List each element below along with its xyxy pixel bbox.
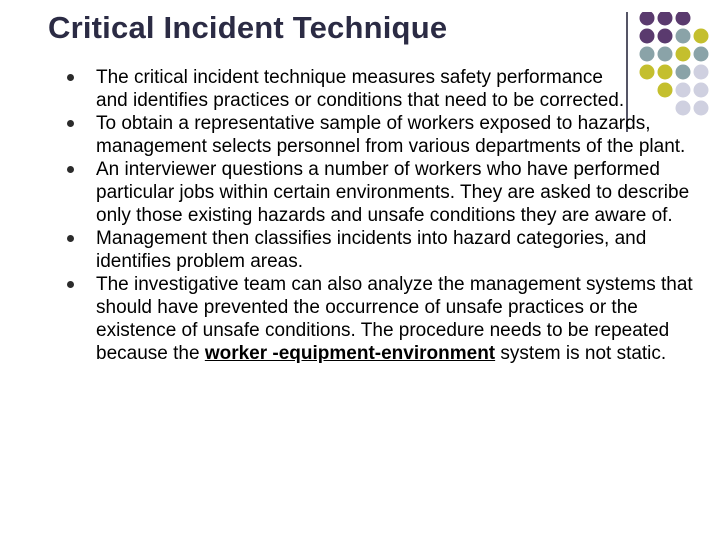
decorative-dot [658,47,673,62]
bullet-icon [67,74,74,81]
decorative-dot [658,29,673,44]
bullet-item [64,112,696,158]
bullet-icon [67,235,74,242]
decorative-dot [676,12,691,26]
decorative-dot [640,29,655,44]
bullet-item [64,273,696,365]
bullet-text: The investigative team can also analyze the management systems that should have prevented the occurrence of unsafe practices or the existence of unsafe conditions. The procedure needs to be repeated because the [96,274,693,364]
decorative-dot [676,65,691,80]
decorative-dot [640,47,655,62]
decorative-dot [640,12,655,26]
bullet-text: An interviewer questions a number of workers who have performed particular jobs within certain environments. They are asked to describe only those existing hazards and unsafe conditions they are aware of. [96,159,690,226]
decorative-dot [694,47,709,62]
decorative-dot [676,29,691,44]
bullet-icon [67,120,74,127]
decorative-dot [676,83,691,98]
bullet-text: The critical incident technique measures safety performance and identifies practices or conditions that need to be corrected. [96,67,625,111]
bullet-item [64,158,696,227]
slide-title: Critical Incident Technique [48,10,448,45]
bullet-text: To obtain a representative sample of workers exposed to hazards, management selects personnel from various departments of the plant. [96,113,686,157]
bullet-text: Management then classifies incidents into hazard categories, and identifies problem areas. [96,228,647,272]
bullet-item [64,66,626,112]
bullet-icon [67,166,74,173]
decorative-dot [694,65,709,80]
bullet-list [64,66,693,365]
decorative-dot [676,47,691,62]
decorative-dot [694,83,709,98]
underlined-term: worker -equipment-environment [204,343,496,364]
decorative-dot [658,12,673,26]
bullet-text-suffix: system is not static. [495,343,667,364]
bullet-icon [67,281,74,288]
decorative-dot [694,29,709,44]
bullet-item [64,227,656,273]
